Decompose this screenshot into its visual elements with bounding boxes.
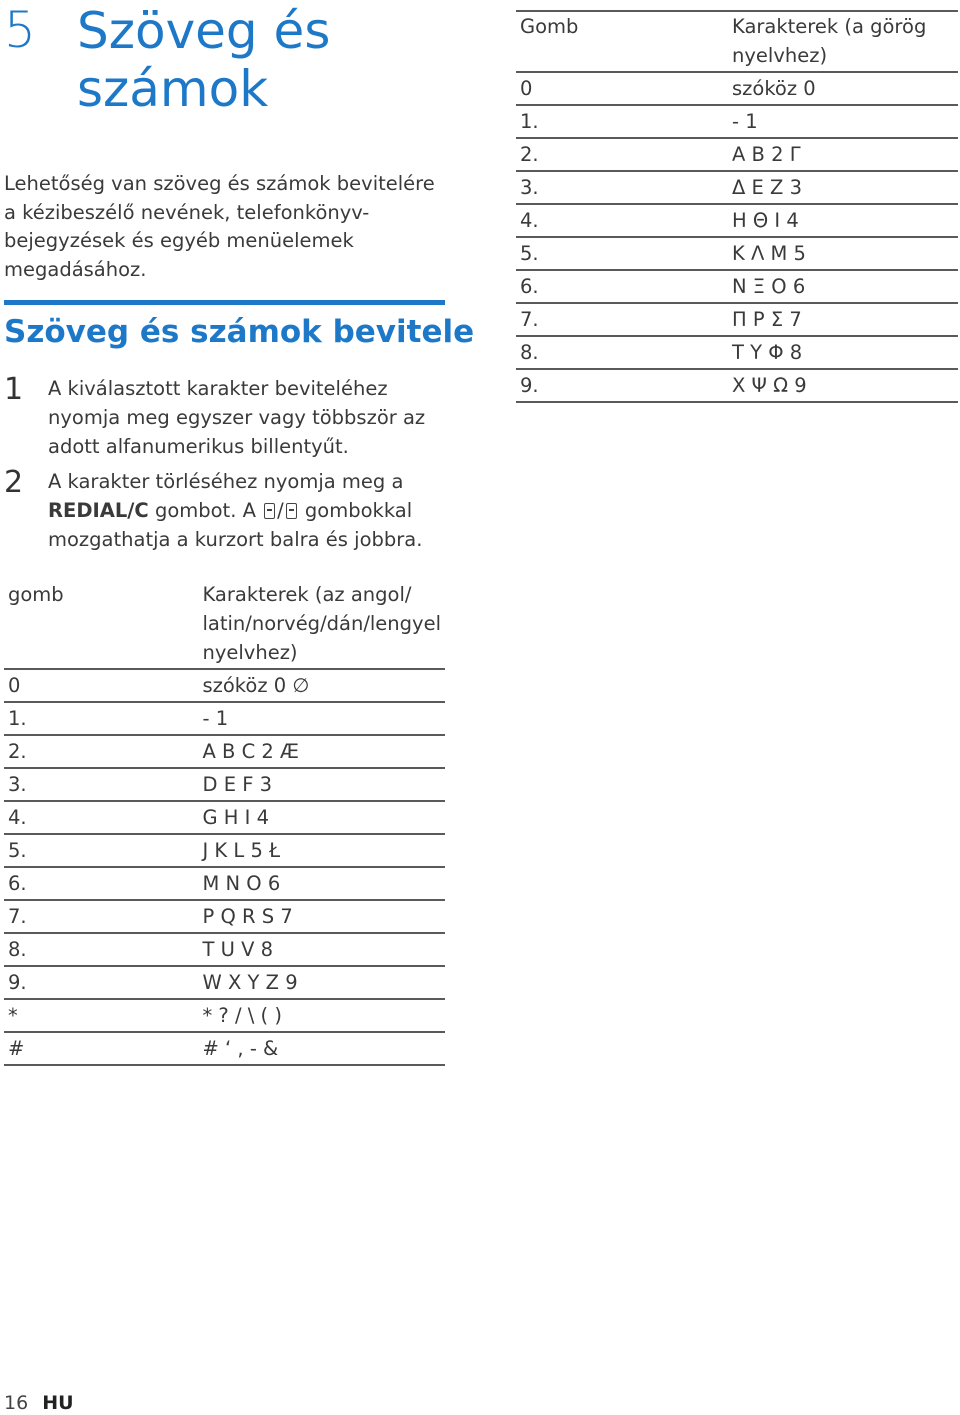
characters-cell: - 1: [728, 105, 958, 138]
key-cell: 2.: [516, 138, 728, 171]
key-cell: 4.: [4, 801, 198, 834]
key-cell: 2.: [4, 735, 198, 768]
step-text: [48, 467, 444, 554]
table-row: [4, 801, 445, 834]
latin-character-table: [4, 580, 445, 1066]
table-header-row: [4, 580, 445, 669]
section-title: Szöveg és számok bevitele: [4, 314, 475, 350]
table-row: [4, 900, 445, 933]
page-number: 16: [4, 1392, 29, 1414]
table-header-row: [516, 11, 958, 72]
table-row: [4, 867, 445, 900]
key-cell: 3.: [516, 171, 728, 204]
table-row: [4, 966, 445, 999]
table-row: [516, 138, 958, 171]
table-row: [516, 336, 958, 369]
cursor-right-key-icon: [286, 503, 297, 519]
key-cell: 5.: [4, 834, 198, 867]
table-row: [516, 105, 958, 138]
characters-cell: Χ Ψ Ω 9: [728, 369, 958, 402]
intro-paragraph: Lehetőség van szöveg és számok bevitelére a kézibeszélő nevének, telefonkönyv-bejegyzések és egyéb menüelemek megadásához.: [4, 172, 435, 281]
characters-cell: T U V 8: [198, 933, 445, 966]
characters-cell: W X Y Z 9: [198, 966, 445, 999]
table-row: [4, 1032, 445, 1065]
redial-c-key-label: REDIAL/C: [48, 499, 149, 522]
step-text: A kiválasztott karakter beviteléhez nyomja meg egyszer vagy többször az adott alfanumerikus billentyűt.: [48, 377, 426, 458]
key-cell: #: [4, 1032, 198, 1065]
characters-cell: Δ Ε Ζ 3: [728, 171, 958, 204]
header-key: gomb: [4, 580, 198, 669]
table-row: [516, 171, 958, 204]
key-cell: 6.: [4, 867, 198, 900]
table-row: [4, 735, 445, 768]
key-cell: 1.: [4, 702, 198, 735]
characters-cell: D E F 3: [198, 768, 445, 801]
key-cell: 3.: [4, 768, 198, 801]
table-row: [516, 72, 958, 105]
language-code: HU: [42, 1392, 74, 1414]
characters-cell: A B C 2 Æ: [198, 735, 445, 768]
step-1: [4, 374, 444, 461]
key-cell: 0: [516, 72, 728, 105]
step-text-mid: gombot. A: [154, 499, 256, 522]
key-cell: 8.: [4, 933, 198, 966]
characters-cell: P Q R S 7: [198, 900, 445, 933]
table-row: [516, 204, 958, 237]
header-characters: Karakterek (a görög nyelvhez): [728, 11, 958, 72]
steps-list: [4, 374, 444, 560]
key-cell: 0: [4, 669, 198, 702]
key-cell: 5.: [516, 237, 728, 270]
table-row: [516, 369, 958, 402]
greek-character-table: [516, 10, 958, 403]
characters-cell: M N O 6: [198, 867, 445, 900]
header-key: Gomb: [516, 11, 728, 72]
table-row: [516, 237, 958, 270]
page-footer: [4, 1392, 74, 1414]
characters-cell: J K L 5 Ł: [198, 834, 445, 867]
key-cell: 7.: [4, 900, 198, 933]
characters-cell: Τ Υ Φ 8: [728, 336, 958, 369]
chapter-title: Szöveg és számok: [77, 2, 331, 118]
characters-cell: * ? / \ ( ): [198, 999, 445, 1032]
step-number: 1: [4, 372, 24, 407]
characters-cell: - 1: [198, 702, 445, 735]
cursor-left-key-icon: [264, 503, 275, 519]
characters-cell: Α Β 2 Γ: [728, 138, 958, 171]
key-cell: 6.: [516, 270, 728, 303]
key-cell: 4.: [516, 204, 728, 237]
step-text-after: gombokkal mozgathatja a kurzort balra és jobbra.: [48, 499, 423, 551]
table-row: [4, 933, 445, 966]
table-row: [516, 270, 958, 303]
table-row: [4, 702, 445, 735]
characters-cell: Π Ρ Σ 7: [728, 303, 958, 336]
header-characters: Karakterek (az angol/ latin/norvég/dán/lengyel nyelvhez): [198, 580, 445, 669]
table-row: [4, 669, 445, 702]
key-cell: 1.: [516, 105, 728, 138]
key-cell: 7.: [516, 303, 728, 336]
table-row: [4, 999, 445, 1032]
chapter-heading: [4, 2, 437, 118]
characters-cell: G H I 4: [198, 801, 445, 834]
section-divider: [4, 300, 445, 305]
characters-cell: szóköz 0 ∅: [198, 669, 445, 702]
step-text-before: A karakter törléséhez nyomja meg a: [48, 470, 404, 493]
table-row: [4, 768, 445, 801]
table-row: [516, 303, 958, 336]
key-separator: /: [277, 499, 284, 522]
characters-cell: # ‘ , - &: [198, 1032, 445, 1065]
key-cell: 8.: [516, 336, 728, 369]
characters-cell: Κ Λ Μ 5: [728, 237, 958, 270]
key-cell: 9.: [4, 966, 198, 999]
characters-cell: Ν Ξ Ο 6: [728, 270, 958, 303]
characters-cell: Η Θ Ι 4: [728, 204, 958, 237]
table-row: [4, 834, 445, 867]
key-cell: *: [4, 999, 198, 1032]
key-cell: 9.: [516, 369, 728, 402]
step-2: [4, 467, 444, 554]
chapter-number: 5: [4, 1, 36, 59]
step-number: 2: [4, 465, 24, 500]
characters-cell: szóköz 0: [728, 72, 958, 105]
